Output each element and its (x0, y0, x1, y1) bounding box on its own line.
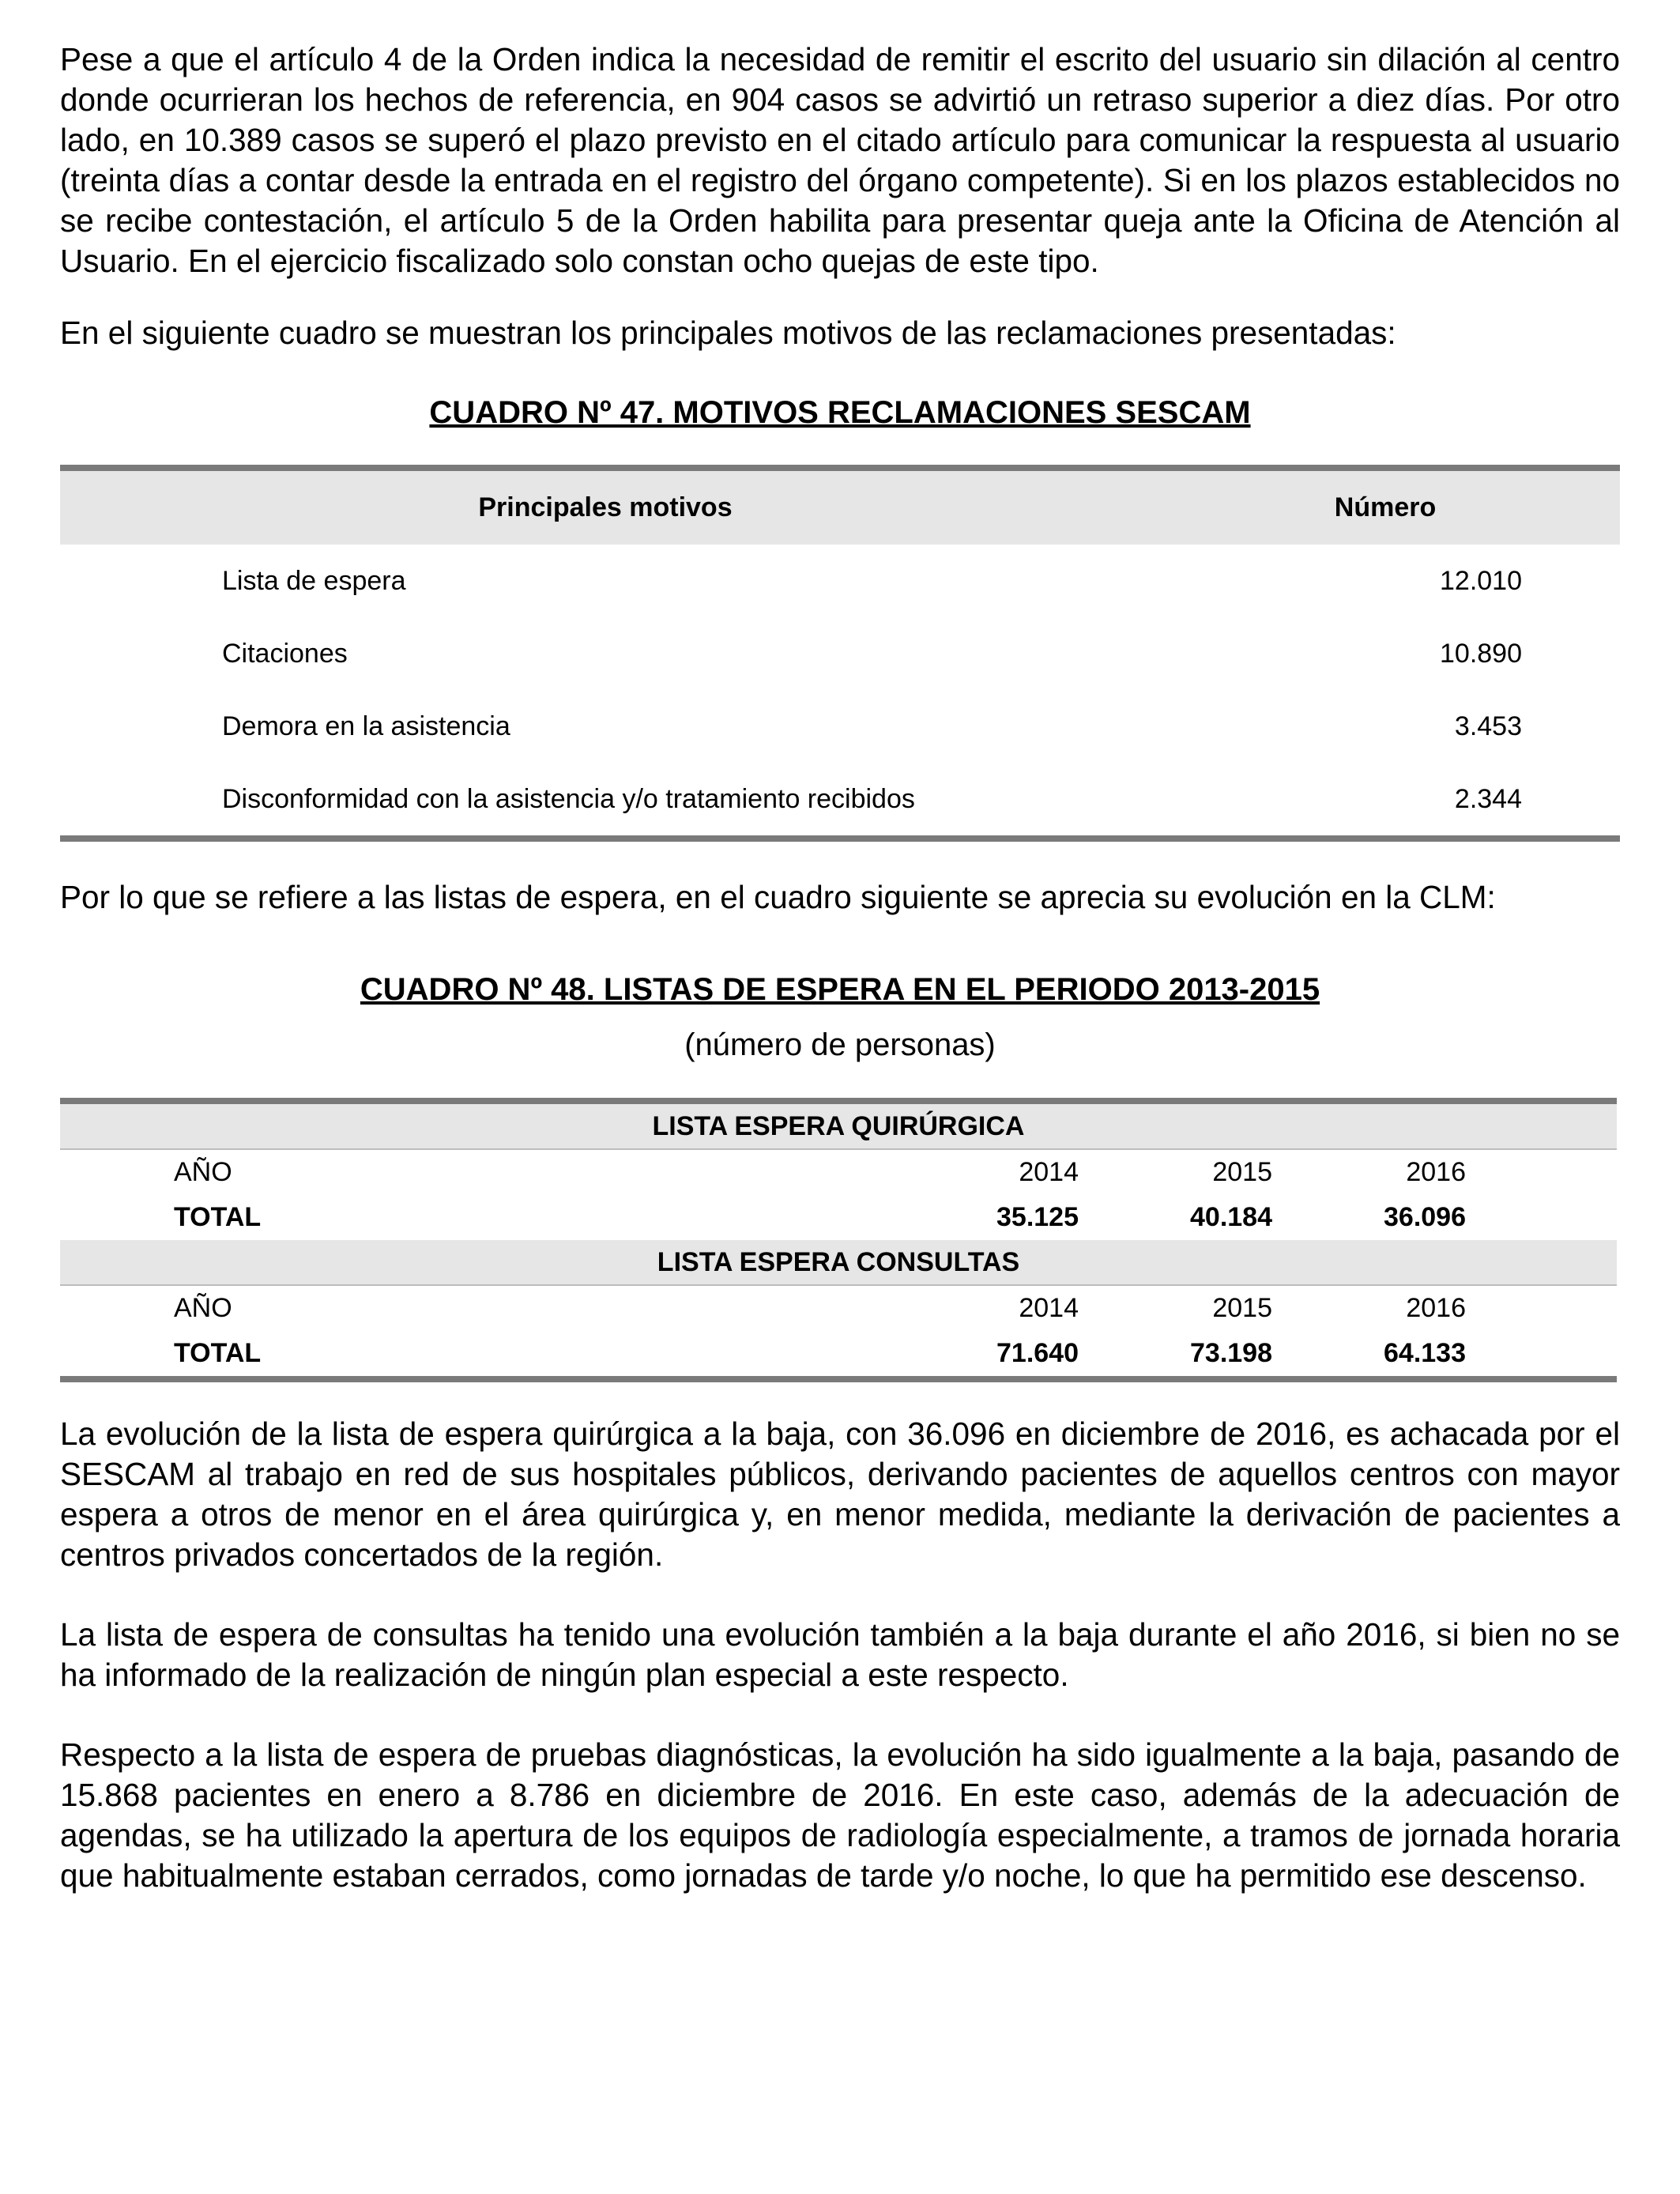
total-row (60, 1195, 1617, 1240)
paragraph-3: Por lo que se refiere a las listas de espera, en el cuadro siguiente se aprecia su evolución en la CLM: (60, 879, 1496, 915)
total-label: TOTAL (174, 1338, 262, 1368)
row-value: 3.453 (1454, 711, 1522, 741)
total-cell: 36.096 (1384, 1202, 1466, 1232)
paragraph-2: En el siguiente cuadro se muestran los principales motivos de las reclamaciones presentadas: (60, 315, 1396, 351)
paragraph-4: La evolución de la lista de espera quirúrgica a la baja, con 36.096 en diciembre de 2016, es achacada por el SESCAM al trabajo en red de sus hospitales públicos, derivando pacientes de aquellos centros con mayor espera a otros de menor en el área quirúrgica y, en menor medida, mediante la derivación de pacientes a centros privados concertados de la región. (60, 1416, 1620, 1573)
row-label: Lista de espera (222, 565, 406, 596)
total-cell: 64.133 (1384, 1338, 1466, 1368)
total-row (60, 1331, 1617, 1376)
year-label: AÑO (174, 1293, 232, 1323)
column-header-motivos: Principales motivos (478, 492, 733, 522)
year-label: AÑO (174, 1157, 232, 1187)
year-cell: 2014 (1019, 1293, 1079, 1323)
year-row (60, 1150, 1617, 1195)
section-header-consultas: LISTA ESPERA CONSULTAS (60, 1240, 1617, 1286)
year-cell: 2015 (1212, 1293, 1272, 1323)
table-48 (60, 1098, 1617, 1382)
page (60, 40, 1620, 1896)
year-cell: 2015 (1212, 1157, 1272, 1187)
paragraph-1: Pese a que el artículo 4 de la Orden indica la necesidad de remitir el escrito del usuario sin dilación al centro donde ocurrieran los hechos de referencia, en 904 casos se advirtió un retraso superior a diez días. Por otro lado, en 10.389 casos se superó el plazo previsto en el citado artículo para comunicar la respuesta al usuario (treinta días a contar desde la entrada en el registro del órgano competente). Si en los plazos establecidos no se recibe contestación, el artículo 5 de la Orden habilita para presentar queja ante la Oficina de Atención al Usuario. En el ejercicio fiscalizado solo constan ocho quejas de este tipo. (60, 41, 1620, 279)
section-header-quirurgica: LISTA ESPERA QUIRÚRGICA (60, 1104, 1617, 1150)
paragraph-6: Respecto a la lista de espera de pruebas diagnósticas, la evolución ha sido igualmente a la baja, pasando de 15.868 pacientes en enero a 8.786 en diciembre de 2016. En este caso, además de la adecuación de agendas, se ha utilizado la apertura de los equipos de radiología especialmente, a tramos de jornada horaria que habitualmente estaban cerrados, como jornadas de tarde y/o noche, lo que ha permitido ese descenso. (60, 1736, 1620, 1894)
table-row (60, 763, 1620, 835)
total-cell: 35.125 (996, 1202, 1079, 1232)
table-47-title: CUADRO Nº 47. MOTIVOS RECLAMACIONES SESCAM (429, 395, 1251, 430)
paragraph-5: La lista de espera de consultas ha tenido una evolución también a la baja durante el año 2016, si bien no se ha informado de la realización de ningún plan especial a este respecto. (60, 1616, 1620, 1693)
column-header-numero: Número (1334, 492, 1437, 522)
total-cell: 40.184 (1190, 1202, 1272, 1232)
table-48-title: CUADRO Nº 48. LISTAS DE ESPERA EN EL PERIODO 2013-2015 (360, 972, 1320, 1007)
year-cell: 2016 (1406, 1293, 1466, 1323)
row-value: 12.010 (1440, 565, 1522, 596)
year-row (60, 1286, 1617, 1331)
row-value: 10.890 (1440, 638, 1522, 669)
table-47 (60, 465, 1620, 842)
table-row (60, 545, 1620, 617)
table-row (60, 617, 1620, 690)
row-value: 2.344 (1454, 783, 1522, 814)
total-label: TOTAL (174, 1202, 262, 1232)
total-cell: 73.198 (1190, 1338, 1272, 1368)
year-cell: 2016 (1406, 1157, 1466, 1187)
row-label: Demora en la asistencia (222, 711, 510, 741)
total-cell: 71.640 (996, 1338, 1079, 1368)
year-cell: 2014 (1019, 1157, 1079, 1187)
table-row (60, 690, 1620, 763)
table-48-subtitle: (número de personas) (684, 1027, 996, 1062)
table-47-header (60, 471, 1620, 545)
row-label: Citaciones (222, 638, 348, 669)
row-label: Disconformidad con la asistencia y/o tratamiento recibidos (222, 783, 915, 814)
